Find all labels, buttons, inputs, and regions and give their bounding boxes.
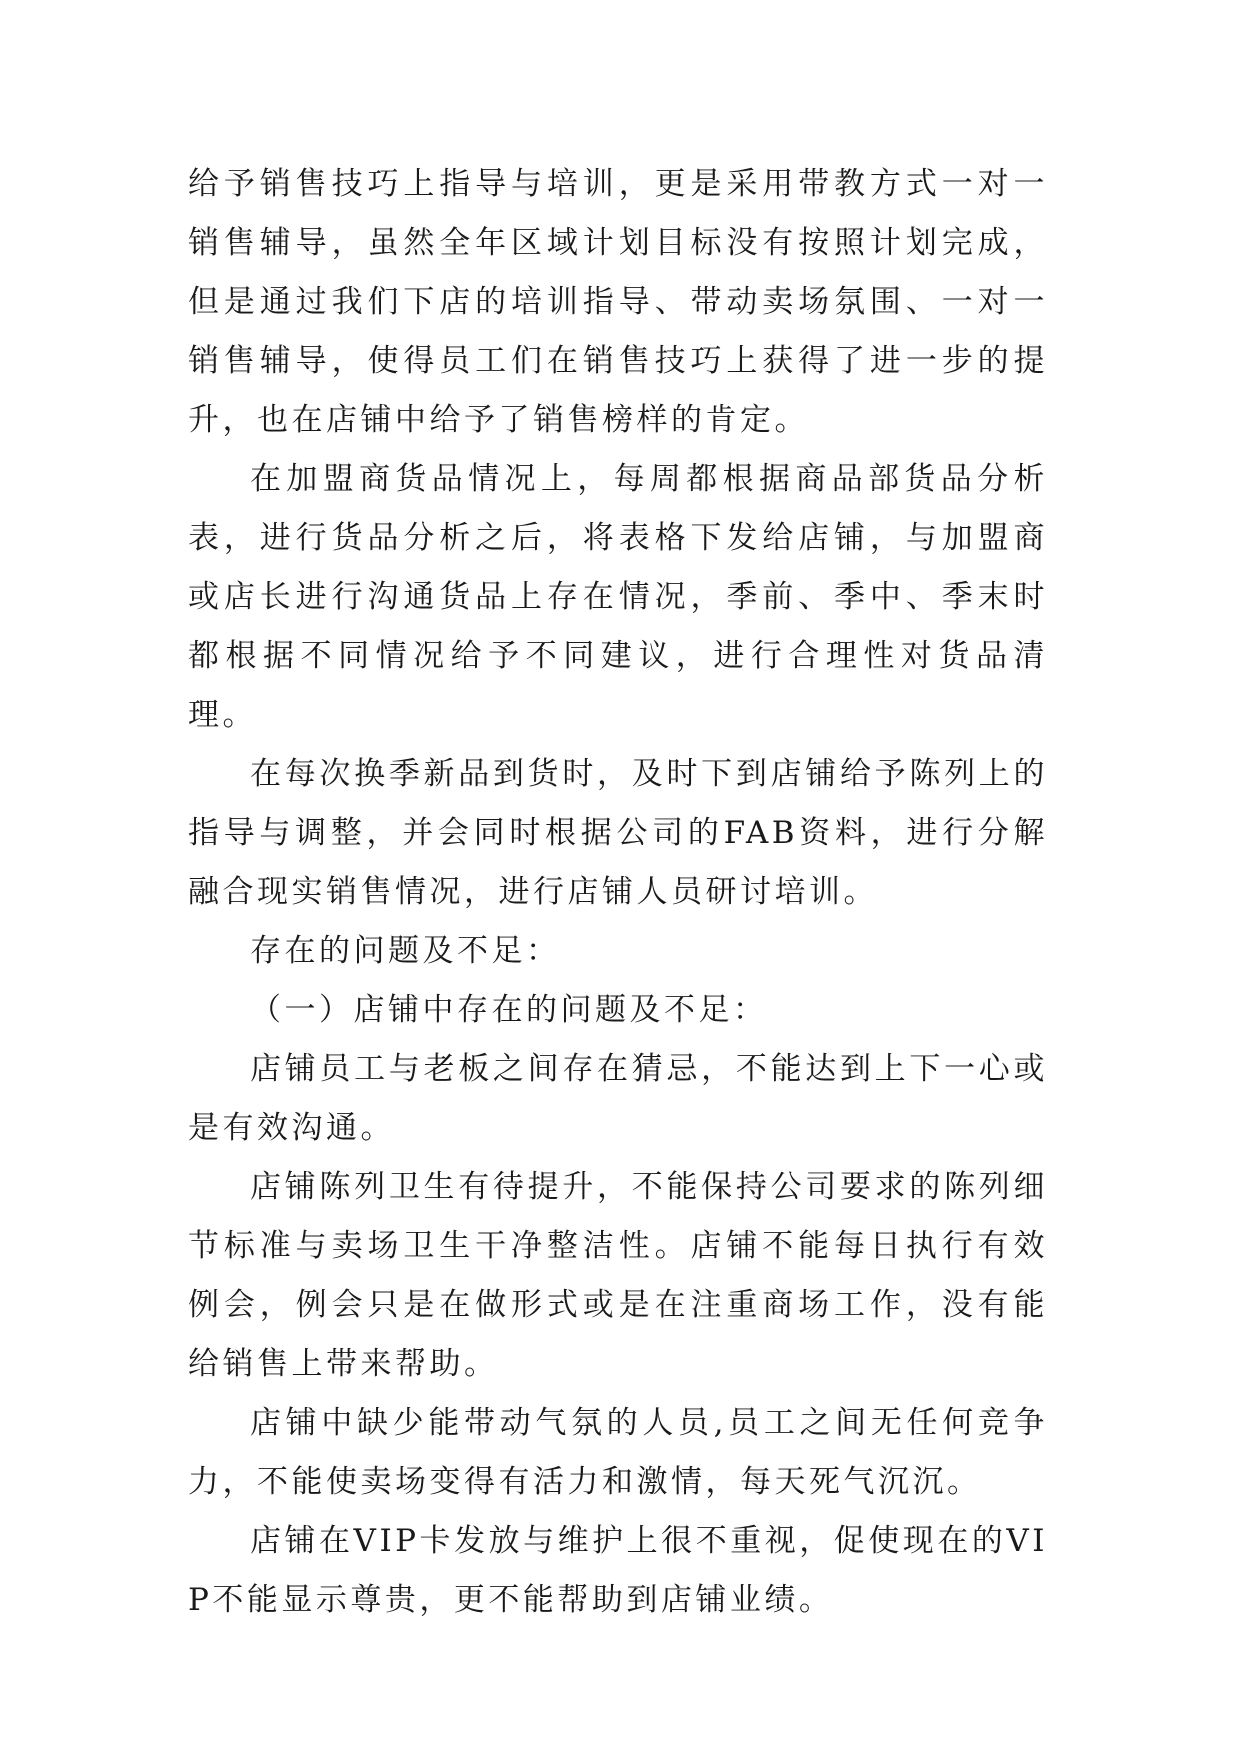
paragraph-display-hygiene: 店铺陈列卫生有待提升，不能保持公司要求的陈列细节标准与卖场卫生干净整洁性。店铺不能每日执行有效例会，例会只是在做形式或是在注重商场工作，没有能给销售上带来帮助。 bbox=[188, 1169, 1048, 1382]
section-heading-problems: 存在的问题及不足： bbox=[250, 933, 561, 969]
paragraph-vip-card: 店铺在VIP卡发放与维护上很不重视，促使现在的VIP不能显示尊贵，更不能帮助到店铺业绩。 bbox=[188, 1523, 1048, 1618]
subsection-heading-store-problems: （一）店铺中存在的问题及不足： bbox=[250, 992, 768, 1028]
paragraph-staff-owner-trust: 店铺员工与老板之间存在猜忌，不能达到上下一心或是有效沟通。 bbox=[188, 1051, 1048, 1146]
paragraph-franchise-goods: 在加盟商货品情况上，每周都根据商品部货品分析表，进行货品分析之后，将表格下发给店铺，与加盟商或店长进行沟通货品上存在情况，季前、季中、季末时都根据不同情况给予不同建议，进行合理性对货品清理。 bbox=[188, 461, 1048, 733]
paragraph-sales-guidance: 给予销售技巧上指导与培训，更是采用带教方式一对一销售辅导，虽然全年区域计划目标没有按照计划完成，但是通过我们下店的培训指导、带动卖场氛围、一对一销售辅导，使得员工们在销售技巧上获得了进一步的提升，也在店铺中给予了销售榜样的肯定。 bbox=[188, 166, 1048, 438]
document-body bbox=[188, 155, 1048, 1630]
paragraph-new-season-display: 在每次换季新品到货时，及时下到店铺给予陈列上的指导与调整，并会同时根据公司的FAB资料，进行分解融合现实销售情况，进行店铺人员研讨培训。 bbox=[188, 756, 1048, 910]
paragraph-store-atmosphere: 店铺中缺少能带动气氛的人员,员工之间无任何竞争力，不能使卖场变得有活力和激情，每天死气沉沉。 bbox=[188, 1405, 1048, 1500]
